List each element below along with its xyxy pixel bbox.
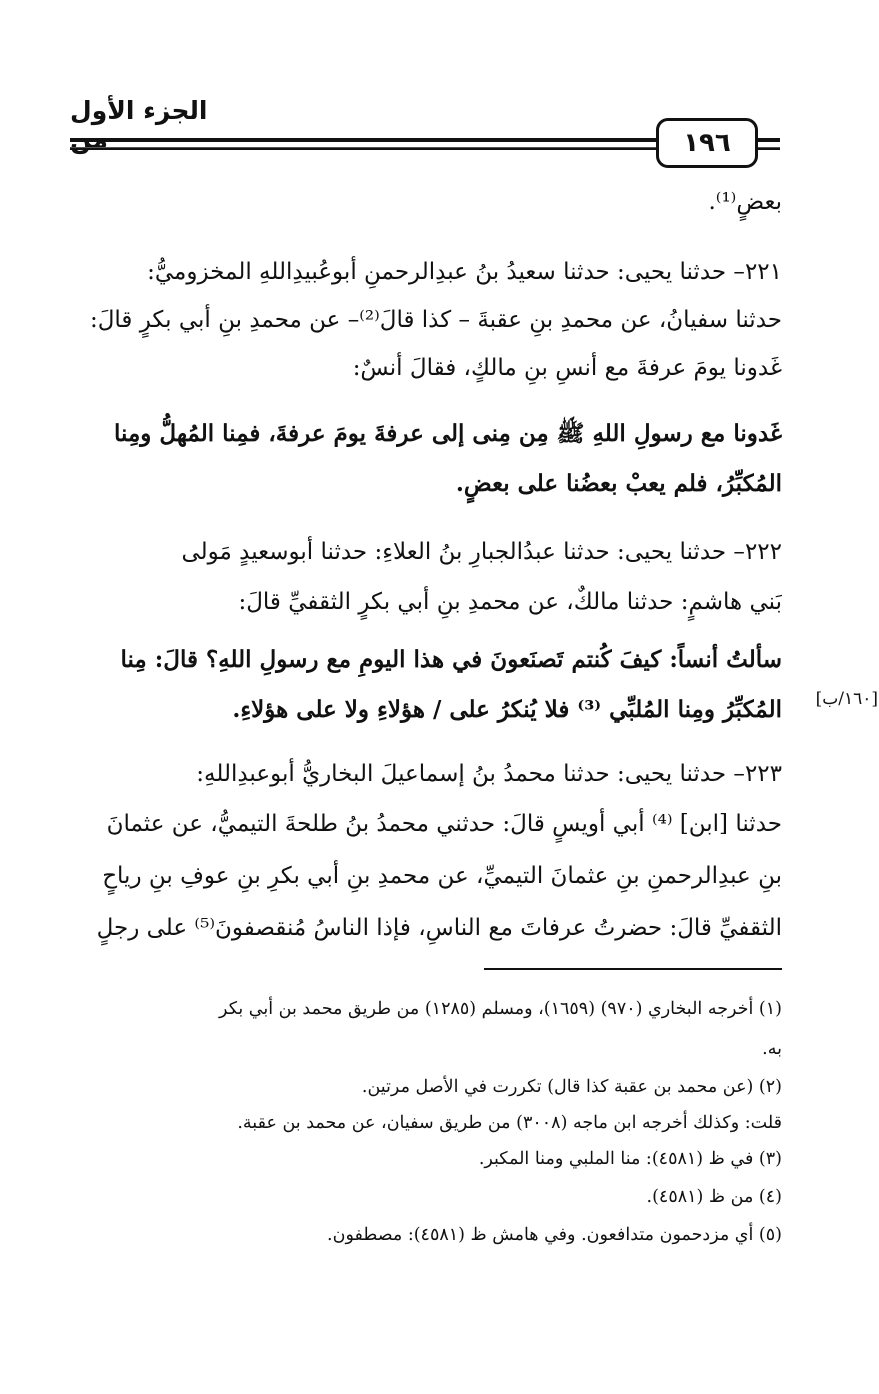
hadith-223-line-2: حدثنا [ابن] ⁽⁴⁾ أبي أويسٍ قالَ: حدثني محمدُ بنُ طلحةَ التيميُّ، عن عثمانَ	[106, 811, 782, 837]
hadith-221-line-1: ٢٢١– حدثنا يحيى: حدثنا سعيدُ بنُ عبدِالرحمنِ أبوعُبيدِاللهِ المخزوميُّ:	[147, 259, 782, 285]
hadith-221-matn-line-1: غَدونا مع رسولِ اللهِ ﷺ مِن مِنى إلى عرفةَ يومَ عرفةَ، فمِنا المُهلُّ ومِنا	[114, 420, 782, 447]
hadith-222-line-1: ٢٢٢– حدثنا يحيى: حدثنا عبدُالجبارِ بنُ العلاءِ: حدثنا أبوسعيدٍ مَولى	[181, 539, 782, 565]
manuscript-folio-marker: [١٦٠/ب]	[815, 689, 878, 709]
footnote-2: (٢) (عن محمد بن عقبة كذا قال) تكررت في الأصل مرتين.	[361, 1077, 782, 1097]
hadith-221-matn-line-2: المُكبِّرُ، فلم يعبْ بعضُنا على بعضٍ.	[455, 470, 782, 497]
footnote-1-continued: به.	[762, 1039, 782, 1059]
hadith-221-line-3: غَدونا يومَ عرفةَ مع أنسِ بنِ مالكٍ، فقالَ أنسٌ:	[352, 355, 782, 381]
hadith-222-matn-line-2: المُكبِّرُ ومِنا المُلبِّي ⁽³⁾ فلا يُنكرُ على / هؤلاءِ ولا على هؤلاءِ.	[232, 696, 782, 723]
page-number: ١٩٦	[656, 118, 758, 168]
footnote-separator	[484, 968, 782, 970]
hadith-222-line-2: بَني هاشمٍ: حدثنا مالكٌ، عن محمدِ بنِ أبي بكرٍ الثقفيِّ قالَ:	[238, 589, 782, 615]
running-header-title: الجزء الأول من	[70, 96, 208, 154]
footnote-5: (٥) أي مزدحمون متدافعون. وفي هامش ظ (٤٥٨١): مصطفون.	[327, 1225, 782, 1245]
continuation-line: بعضٍ⁽¹⁾.	[708, 189, 782, 215]
hadith-222-matn-line-1: سألتُ أنساً: كيفَ كُنتم تَصنَعونَ في هذا اليومِ مع رسولِ اللهِ؟ قالَ: مِنا	[120, 646, 782, 673]
hadith-223-line-3: بنِ عبدِالرحمنِ بنِ عثمانَ التيميِّ، عن محمدِ بنِ أبي بكرِ بنِ عوفِ بنِ رياحٍ	[102, 863, 782, 889]
footnote-1: (١) أخرجه البخاري (٩٧٠) (١٦٥٩)، ومسلم (١٢٨٥) من طريق محمد بن أبي بكر	[219, 999, 782, 1019]
hadith-221-line-2: حدثنا سفيانُ، عن محمدِ بنِ عقبةَ – كذا قالَ⁽²⁾– عن محمدِ بنِ أبي بكرٍ قالَ:	[89, 307, 782, 333]
footnote-3: (٣) في ظ (٤٥٨١): منا الملبي ومنا المكبر.	[478, 1149, 782, 1169]
footnote-2-comment: قلت: وكذلك أخرجه ابن ماجه (٣٠٠٨) من طريق سفيان، عن محمد بن عقبة.	[237, 1113, 782, 1133]
footnote-4: (٤) من ظ (٤٥٨١).	[646, 1187, 782, 1207]
hadith-223-line-1: ٢٢٣– حدثنا يحيى: حدثنا محمدُ بنُ إسماعيلَ البخاريُّ أبوعبدِاللهِ:	[196, 761, 782, 787]
hadith-223-line-4: الثقفيِّ قالَ: حضرتُ عرفاتَ مع الناسِ، فإذا الناسُ مُنقصفونَ⁽⁵⁾ على رجلٍ	[96, 915, 782, 941]
